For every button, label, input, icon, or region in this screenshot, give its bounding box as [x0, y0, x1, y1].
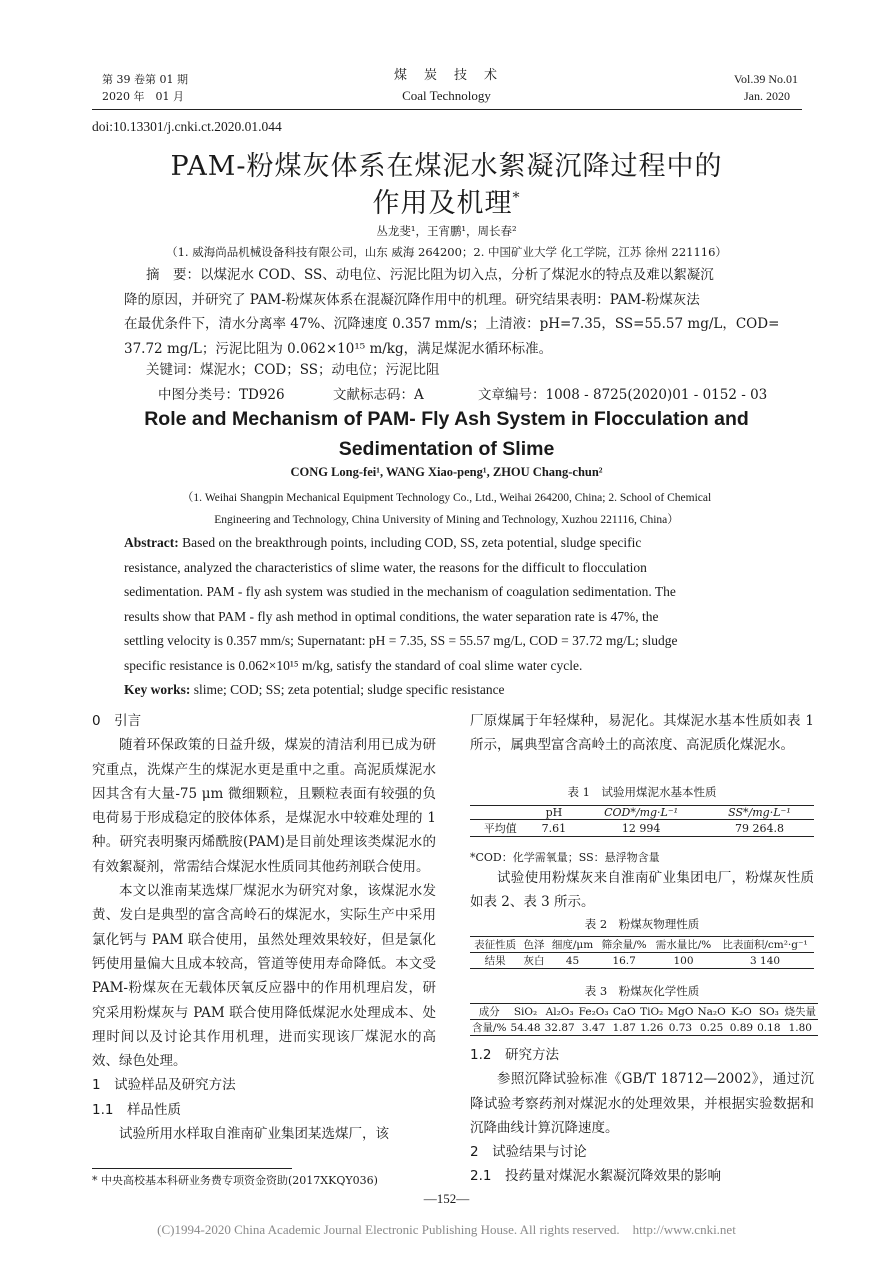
- right-paragraph-2: 试验使用粉煤灰来自淮南矿业集团电厂，粉煤灰性质如表 2、表 3 所示。: [470, 870, 814, 911]
- table3-cell: 0.89: [729, 1021, 754, 1034]
- table3-header-cell: Fe₂O₃: [578, 1005, 609, 1018]
- abstract-cn: [124, 263, 788, 361]
- header-rule: [92, 109, 802, 110]
- keywords-en: slime; COD; SS; zeta potential; sludge specific resistance: [193, 682, 505, 697]
- sample-paragraph: 试验所用水样取自淮南矿业集团某选煤厂，该: [119, 1126, 389, 1143]
- doi: doi:10.13301/j.cnki.ct.2020.01.044: [92, 119, 282, 134]
- abstract-en-label: Abstract:: [124, 535, 179, 550]
- affiliation-cn: （1. 威海尚品机械设备科技有限公司，山东 威海 264200；2. 中国矿业大学 化工学院，江苏 徐州 221116）: [166, 245, 727, 259]
- table3-cell: 54.48: [510, 1021, 541, 1034]
- title-cn-line1: PAM-粉煤灰体系在煤泥水絮凝沉降过程中的: [170, 151, 723, 182]
- table1-cell: 平均值: [483, 822, 517, 835]
- table3-header-cell: TiO₂: [640, 1005, 664, 1018]
- header-date-en: Jan. 2020: [744, 89, 790, 103]
- section-0-heading: 0 引言: [92, 713, 142, 729]
- section-1-heading: 1 试验样品及研究方法: [92, 1077, 236, 1094]
- abstract-en-line1: Based on the breakthrough points, including COD, SS, zeta potential, sludge specific: [182, 535, 642, 550]
- intro-paragraph-1: 随着环保政策的日益升级，煤炭的清洁利用已成为研究重点，洗煤产生的煤泥水更是重中之重。高泥质煤泥水因其含有大量-75 μm 微细颗粒，且颗粒表面有较强的负电荷易于形成稳定的胶体体系，是煤泥水中较难处理的 1 种。研究表明聚丙烯酰胺(PAM)是目前处理该类煤泥水的有效絮凝剂，常需结合煤泥水性质同其他药剂联合使用。: [92, 737, 436, 875]
- authors-cn: 丛龙斐¹，王宵鹏¹，周长春²: [376, 224, 517, 238]
- title-en-line2: Sedimentation of Slime: [338, 438, 555, 460]
- section-1-2-heading: 1.2 研究方法: [470, 1047, 559, 1063]
- abstract-cn-line2: 降的原因，并研究了 PAM-粉煤灰体系在混凝沉降作用中的机理。研究结果表明：PAM-粉煤灰法: [124, 291, 700, 308]
- title-footnote-star: *: [512, 190, 521, 206]
- table3-cell: 1.26: [639, 1021, 664, 1034]
- title-cn-line2: 作用及机理: [372, 188, 513, 219]
- section-2-1-heading: 2.1 投药量对煤泥水絮凝沉降效果的影响: [470, 1168, 721, 1185]
- table3-header-cell: K₂O: [731, 1005, 752, 1018]
- abstract-cn-line3: 在最优条件下，清水分离率 47%、沉降速度 0.357 mm/s；上清液：pH=7.35，SS=55.57 mg/L，COD=: [124, 316, 780, 332]
- table1: [470, 805, 814, 837]
- table3-header-cell: Na₂O: [697, 1005, 726, 1018]
- table3-cell: 含量/%: [472, 1022, 507, 1034]
- abstract-cn-line1: 以煤泥水 COD、SS、动电位、污泥比阻为切入点，分析了煤泥水的特点及难以絮凝沉: [200, 267, 714, 283]
- abstract-cn-line4: 37.72 mg/L；污泥比阻为 0.062×10¹⁵ m/kg，满足煤泥水循环标准。: [124, 340, 553, 357]
- table3-header-cell: SiO₂: [513, 1005, 538, 1018]
- table2-cell: 45: [565, 954, 580, 967]
- table1-cell: 79 264.8: [734, 821, 784, 835]
- table2-header-cell: 表征性质: [474, 939, 517, 951]
- table3-header-cell: 烧失量: [784, 1006, 817, 1018]
- section-1-1-heading: 1.1 样品性质: [92, 1101, 181, 1118]
- affiliation-en-line2: Engineering and Technology, China University of Mining and Technology, Xuzhou 221116, China）: [214, 514, 679, 526]
- table2: [470, 936, 814, 969]
- funding-footnote: * 中央高校基本科研业务费专项资金资助(2017XKQY036): [92, 1174, 378, 1187]
- table3-header-cell: SO₃: [758, 1005, 779, 1018]
- footnote-rule: [92, 1168, 292, 1169]
- table3-cell: 0.18: [757, 1021, 781, 1034]
- table1-caption: 表 1 试验用煤泥水基本性质: [567, 785, 717, 799]
- table2-header-cell: 需水量比/%: [655, 939, 712, 951]
- table2-cell: 灰白: [523, 955, 545, 967]
- title-en-line1: Role and Mechanism of PAM- Fly Ash System in Flocculation and: [144, 408, 749, 430]
- table2-caption: 表 2 粉煤灰物理性质: [584, 917, 700, 931]
- table3-caption: 表 3 粉煤灰化学性质: [584, 984, 700, 998]
- header-date: 2020 年 01 月: [102, 90, 184, 103]
- keywords-cn: 关键词：煤泥水；COD；SS；动电位；污泥比阻: [146, 362, 440, 378]
- table3-header-cell: CaO: [612, 1005, 636, 1018]
- table2-header-cell: 细度/μm: [551, 939, 594, 951]
- table3-header-cell: Al₂O₃: [545, 1005, 574, 1018]
- table2-header-cell: 色泽: [523, 939, 545, 951]
- table2-cell: 结果: [484, 955, 506, 967]
- table1-header-cell: [470, 806, 531, 820]
- table1-header-row: [470, 806, 814, 820]
- table2-cell: 16.7: [612, 954, 636, 967]
- header-journal-en: Coal Technology: [402, 88, 491, 103]
- table3-cell: 0.73: [668, 1021, 693, 1034]
- table1-header-cell: COD*/mg·L⁻¹: [604, 806, 679, 819]
- abstract-en-line4: results show that PAM - fly ash method in optimal conditions, the water separation rate is 47%, the: [124, 608, 659, 624]
- affiliation-en-line1: （1. Weihai Shangpin Mechanical Equipment Technology Co., Ltd., Weihai 264200, China; 2. School of Chemical: [181, 492, 712, 504]
- table1-header-cell: SS*/mg·L⁻¹: [728, 806, 791, 819]
- table2-header-row: [470, 937, 814, 953]
- table-row: [470, 1020, 818, 1036]
- table3-cell: 3.47: [581, 1021, 606, 1034]
- table2-cell: 3 140: [750, 954, 781, 967]
- title-cn-line2-wrap: [0, 181, 893, 220]
- table1-cell: 12 994: [621, 821, 661, 835]
- header-vol-en: Vol.39 No.01: [733, 72, 798, 86]
- table3-cell: 32.87: [544, 1021, 575, 1034]
- table-row: [470, 820, 814, 837]
- article-number: 文章编号：1008 - 8725(2020)01 - 0152 - 03: [478, 387, 768, 403]
- abstract-en-line6: specific resistance is 0.062×10¹⁵ m/kg, satisfy the standard of coal slime water cycle.: [124, 657, 583, 673]
- document-code: 文献标志码：A: [333, 387, 424, 403]
- table3: [470, 1003, 818, 1036]
- header-volume: 第 39 卷第 01 期: [102, 73, 188, 86]
- right-column-bottom: [470, 1043, 814, 1189]
- page-number: —152—: [423, 1191, 470, 1206]
- table3-cell: 1.87: [612, 1021, 636, 1034]
- right-paragraph-1: 厂原煤属于年轻煤种，易泥化。其煤泥水基本性质如表 1 所示，属典型富含高岭土的高浓度、高泥质化煤泥水。: [470, 713, 814, 754]
- table2-header-cell: 筛余量/%: [601, 939, 647, 951]
- table3-header-cell: MgO: [667, 1005, 694, 1018]
- table2-cell: 100: [673, 954, 694, 967]
- table3-cell: 1.80: [788, 1021, 812, 1034]
- abstract-en-line3: sedimentation. PAM - fly ash system was studied in the mechanism of coagulation sedimentation. The: [124, 584, 676, 599]
- method-paragraph: 参照沉降试验标准《GB/T 18712—2002》，通过沉降试验考察药剂对煤泥水的处理效果，并根据实验数据和沉降曲线计算沉降速度。: [470, 1071, 814, 1136]
- abstract-en-line2: resistance, analyzed the characteristics of slime water, the reasons for the difficult to flocculation: [124, 559, 647, 575]
- abstract-cn-label: 摘 要：: [146, 267, 200, 283]
- table1-cell: 7.61: [541, 821, 567, 835]
- table-row: [470, 953, 814, 969]
- keywords-en-label: Key works:: [124, 682, 191, 697]
- right-column-top: [470, 709, 814, 758]
- clc-number: 中图分类号：TD926: [158, 387, 285, 403]
- table3-header-cell: 成分: [478, 1006, 500, 1018]
- header-journal-cn: 煤 炭 技 术: [393, 68, 499, 83]
- intro-paragraph-2: 本文以淮南某选煤厂煤泥水为研究对象，该煤泥水发黄、发白是典型的富含高岭石的煤泥水，实际生产中采用氯化钙与 PAM 联合使用，虽然处理效果较好，但是氯化钙使用量偏大且成本较高，管道等使用寿命降低。本文受 PAM-粉煤灰在无载体厌氧反应器中的作用机理启发，研究采用粉煤灰与 PAM 联合使用降低煤泥水处理成本、处理时间以及讨论其作用机理，进而实现该厂煤泥水的高效、绿色处理。: [92, 883, 436, 1070]
- authors-en: CONG Long-fei¹, WANG Xiao-peng¹, ZHOU Chang-chun²: [290, 465, 603, 479]
- left-column: [92, 709, 436, 1146]
- cnki-watermark: (C)1994-2020 China Academic Journal Electronic Publishing House. All rights reserved. http://www.cnki.net: [157, 1222, 736, 1237]
- table1-header-cell: pH: [545, 806, 563, 819]
- table1-note: *COD：化学需氧量；SS：悬浮物含量: [470, 851, 660, 864]
- table3-cell: 0.25: [699, 1021, 724, 1034]
- section-2-heading: 2 试验结果与讨论: [470, 1144, 587, 1161]
- abstract-en: [124, 531, 784, 703]
- table2-header-cell: 比表面积/cm²·g⁻¹: [722, 939, 808, 951]
- abstract-en-line5: settling velocity is 0.357 mm/s; Supernatant: pH = 7.35, SS = 55.57 mg/L, COD = 37.72 mg/L; sludge: [124, 633, 678, 648]
- table3-header-row: [470, 1004, 818, 1020]
